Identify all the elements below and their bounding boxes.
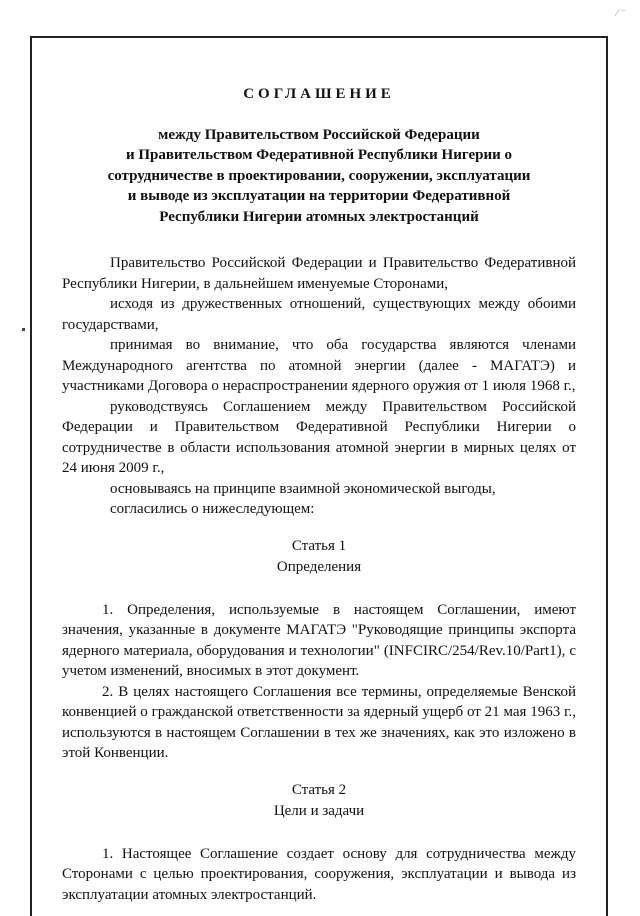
- article-1-heading: [62, 536, 576, 578]
- preamble-paragraph: руководствуясь Соглашением между Правительством Российской Федерации и Правительством Федеративной Республики Нигерии о сотрудничестве в области использования атомной энергии в мирных целях от 24 июня 2009 г.,: [62, 398, 576, 476]
- article-number: Статья 2: [291, 781, 347, 798]
- article-2-heading: [62, 780, 576, 822]
- preamble-paragraph: принимая во внимание, что оба государства являются членами Международного агентства по атомной энергии (далее - МАГАТЭ) и участниками Договора о нераспространении ядерного оружия от 1 июля 1968 г.,: [62, 337, 576, 394]
- document-body: [62, 84, 576, 905]
- preamble-paragraph: основываясь на принципе взаимной экономической выгоды,: [110, 480, 496, 497]
- preamble-paragraph: согласились о нижеследующем:: [110, 501, 315, 517]
- document-subtitle: [62, 125, 576, 228]
- article-paragraph: 1. Настоящее Соглашение создает основу для сотрудничества между Сторонами с целью проектирования, сооружения, эксплуатации и вывода из эксплуатации атомных электростанций.: [62, 845, 576, 903]
- preamble-paragraph: Правительство Российской Федерации и Правительство Федеративной Республики Нигерии, в дальнейшем именуемые Сторонами,: [62, 255, 576, 292]
- subtitle-line: между Правительством Российской Федерации: [158, 126, 480, 143]
- article-title: Определения: [276, 558, 362, 575]
- scan-dot: [22, 328, 25, 331]
- document-title: СОГЛАШЕНИЕ: [243, 86, 395, 102]
- subtitle-line: и Правительством Федеративной Республики Нигерии о: [125, 147, 512, 163]
- subtitle-line: и выводе из эксплуатации на территории Федеративной: [127, 188, 511, 204]
- article-paragraph: 2. В целях настоящего Соглашения все термины, определяемые Венской конвенцией о гражданской ответственности за ядерный ущерб от 21 мая 1963 г., используются в настоящем Соглашении в тех же значениях, как это изложено в этой Конвенции.: [62, 683, 576, 761]
- subtitle-line: Республики Нигерии атомных электростанций: [159, 208, 479, 225]
- article-number: Статья 1: [291, 537, 347, 554]
- article-title: Цели и задачи: [273, 802, 365, 819]
- preamble-paragraph: исходя из дружественных отношений, существующих между обоими государствами,: [62, 296, 576, 333]
- subtitle-line: сотрудничестве в проектировании, сооружении, эксплуатации: [107, 167, 531, 184]
- scan-mark: ⁄ ⁻: [616, 8, 626, 19]
- article-paragraph: 1. Определения, используемые в настоящем Соглашении, имеют значения, указанные в документе МАГАТЭ "Руководящие принципы экспорта ядерного материала, оборудования и технологии" (INFCIRC/254/Rev.10/Part1), с учетом изменений, вносимых в этот документ.: [62, 601, 576, 679]
